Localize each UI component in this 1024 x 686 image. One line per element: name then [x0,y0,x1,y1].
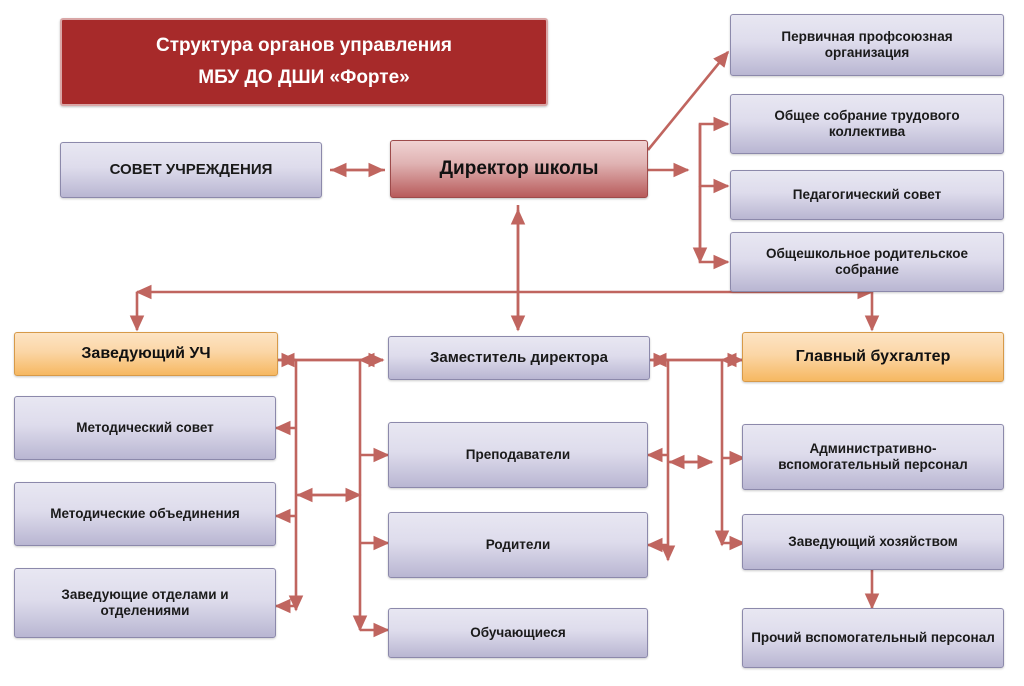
node-teachers[interactable]: Преподаватели [388,422,648,488]
node-head-of-studies[interactable]: Заведующий УЧ [14,332,278,376]
node-pedagogical-council[interactable]: Педагогический совет [730,170,1004,220]
node-other-support-staff[interactable]: Прочий вспомогательный персонал [742,608,1004,668]
node-heads-of-departments[interactable]: Заведующие отделами и отделениями [14,568,276,638]
node-council[interactable]: СОВЕТ УЧРЕЖДЕНИЯ [60,142,322,198]
node-chief-accountant[interactable]: Главный бухгалтер [742,332,1004,382]
title-line-1: Структура органов управления [155,35,452,57]
node-methodical-associations[interactable]: Методические объединения [14,482,276,546]
node-deputy-director[interactable]: Заместитель директора [388,336,650,380]
node-methodical-council[interactable]: Методический совет [14,396,276,460]
node-admin-support-staff[interactable]: Административно-вспомогательный персонал [742,424,1004,490]
title-line-2: МБУ ДО ДШИ «Форте» [198,66,410,88]
node-students[interactable]: Обучающиеся [388,608,648,658]
node-director[interactable]: Директор школы [390,140,648,198]
diagram-title [60,18,548,106]
node-parents-meeting[interactable]: Общешкольное родительское собрание [730,232,1004,292]
node-parents[interactable]: Родители [388,512,648,578]
node-general-meeting[interactable]: Общее собрание трудового коллектива [730,94,1004,154]
node-union[interactable]: Первичная профсоюзная организация [730,14,1004,76]
node-head-of-household[interactable]: Заведующий хозяйством [742,514,1004,570]
